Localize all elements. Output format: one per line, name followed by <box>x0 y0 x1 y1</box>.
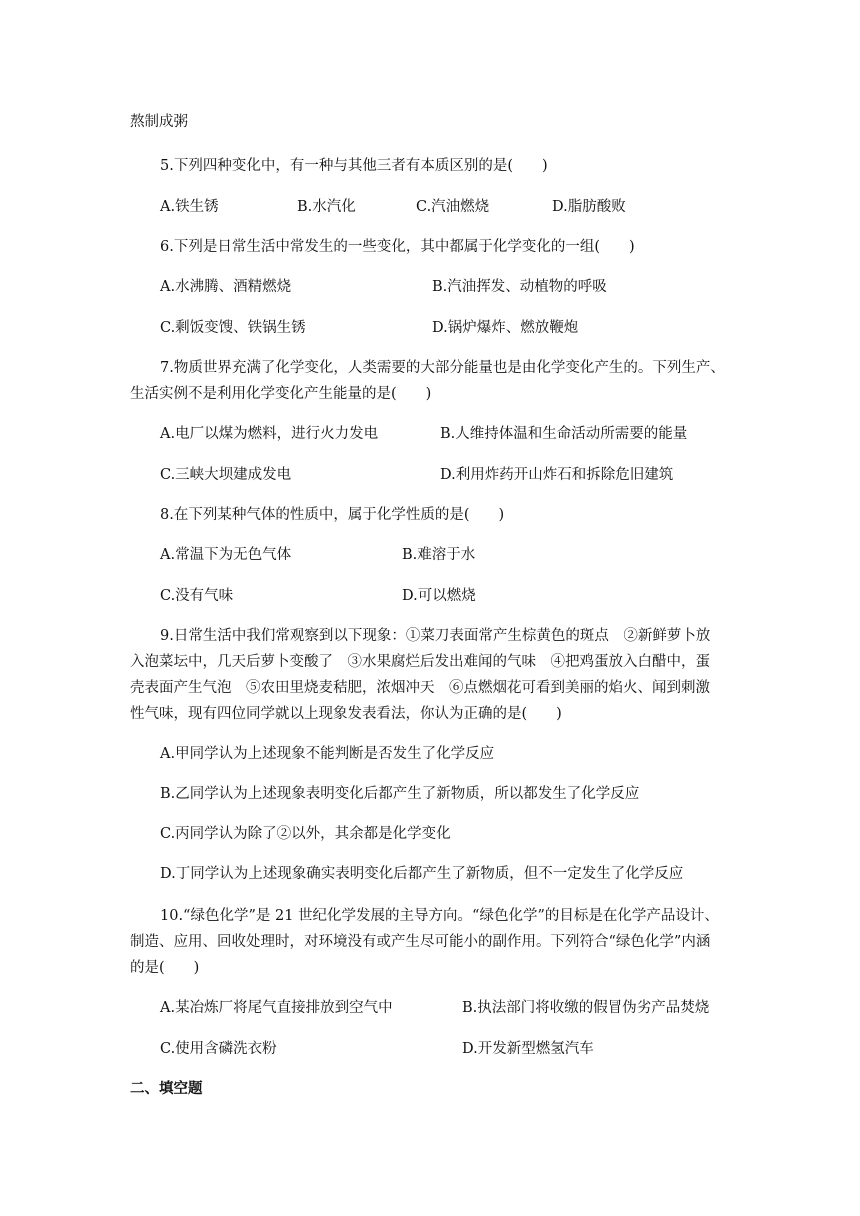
question-10-option-a: A.某冶炼厂将尾气直接排放到空气中 <box>160 1000 393 1016</box>
question-5-option-c: C.汽油燃烧 <box>416 199 490 215</box>
carryover-text: 熬制成粥 <box>130 114 188 130</box>
question-5-option-b: B.水汽化 <box>297 199 356 215</box>
question-10-stem-line-1: 10.“绿色化学”是 21 世纪化学发展的主导方向。“绿色化学”的目标是在化学产品设计、 <box>160 908 719 924</box>
question-8-stem: 8.在下列某种气体的性质中，属于化学性质的是( ) <box>160 507 505 523</box>
question-7-stem-line-2: 生活实例不是利用化学变化产生能量的是( ) <box>130 386 432 402</box>
question-9-stem-line-3: 壳表面产生气泡 ⑤农田里烧麦秸肥，浓烟冲天 ⑥点燃烟花可看到美丽的焰火、闻到刺激 <box>130 680 710 696</box>
question-10-stem-line-3: 的是( ) <box>130 960 200 976</box>
question-9-option-b: B.乙同学认为上述现象表明变化后都产生了新物质，所以都发生了化学反应 <box>160 786 640 802</box>
question-5-stem: 5.下列四种变化中，有一种与其他三者有本质区别的是( ) <box>160 158 548 174</box>
question-7-option-d: D.利用炸药开山炸石和拆除危旧建筑 <box>440 467 674 483</box>
question-9-option-c: C.丙同学认为除了②以外，其余都是化学变化 <box>160 826 451 842</box>
question-6-stem: 6.下列是日常生活中常发生的一些变化，其中都属于化学变化的一组( ) <box>160 239 635 255</box>
question-6-option-d: D.锅炉爆炸、燃放鞭炮 <box>432 320 579 336</box>
question-8-option-d: D.可以燃烧 <box>402 588 476 604</box>
question-10-option-d: D.开发新型燃氢汽车 <box>462 1041 594 1057</box>
question-7-option-c: C.三峡大坝建成发电 <box>160 467 292 483</box>
question-10-stem-line-2: 制造、应用、回收处理时，对环境没有或产生尽可能小的副作用。下列符合“绿色化学”内涵 <box>130 934 711 950</box>
question-6-option-c: C.剩饭变馊、铁锅生锈 <box>160 320 306 336</box>
question-8-option-c: C.没有气味 <box>160 588 234 604</box>
question-9-stem-line-1: 9.日常生活中我们常观察到以下现象：①菜刀表面常产生棕黄色的斑点 ②新鲜萝卜放 <box>160 628 711 644</box>
section-heading-fill-in: 二、填空题 <box>130 1081 203 1097</box>
question-9-stem-line-4: 性气味，现有四位同学就以上现象发表看法，你认为正确的是( ) <box>130 706 562 722</box>
question-9-option-d: D.丁同学认为上述现象确实表明变化后都产生了新物质，但不一定发生了化学反应 <box>160 866 684 882</box>
question-9-option-a: A.甲同学认为上述现象不能判断是否发生了化学反应 <box>160 746 495 762</box>
question-6-option-a: A.水沸腾、酒精燃烧 <box>160 279 292 295</box>
question-7-option-a: A.电厂以煤为燃料，进行火力发电 <box>160 426 379 442</box>
question-8-option-b: B.难溶于水 <box>402 547 476 563</box>
question-7-option-b: B.人维持体温和生命活动所需要的能量 <box>440 426 688 442</box>
question-7-stem-line-1: 7.物质世界充满了化学变化，人类需要的大部分能量也是由化学变化产生的。下列生产、 <box>160 360 725 376</box>
question-5-option-a: A.铁生锈 <box>160 199 219 215</box>
question-10-option-b: B.执法部门将收缴的假冒伪劣产品焚烧 <box>462 1000 710 1016</box>
question-9-stem-line-2: 入泡菜坛中，几天后萝卜变酸了 ③水果腐烂后发出难闻的气味 ④把鸡蛋放入白醋中，蛋 <box>130 654 710 670</box>
question-10-option-c: C.使用含磷洗衣粉 <box>160 1041 277 1057</box>
question-6-option-b: B.汽油挥发、动植物的呼吸 <box>432 279 607 295</box>
question-5-option-d: D.脂肪酸败 <box>552 199 626 215</box>
question-8-option-a: A.常温下为无色气体 <box>160 547 292 563</box>
